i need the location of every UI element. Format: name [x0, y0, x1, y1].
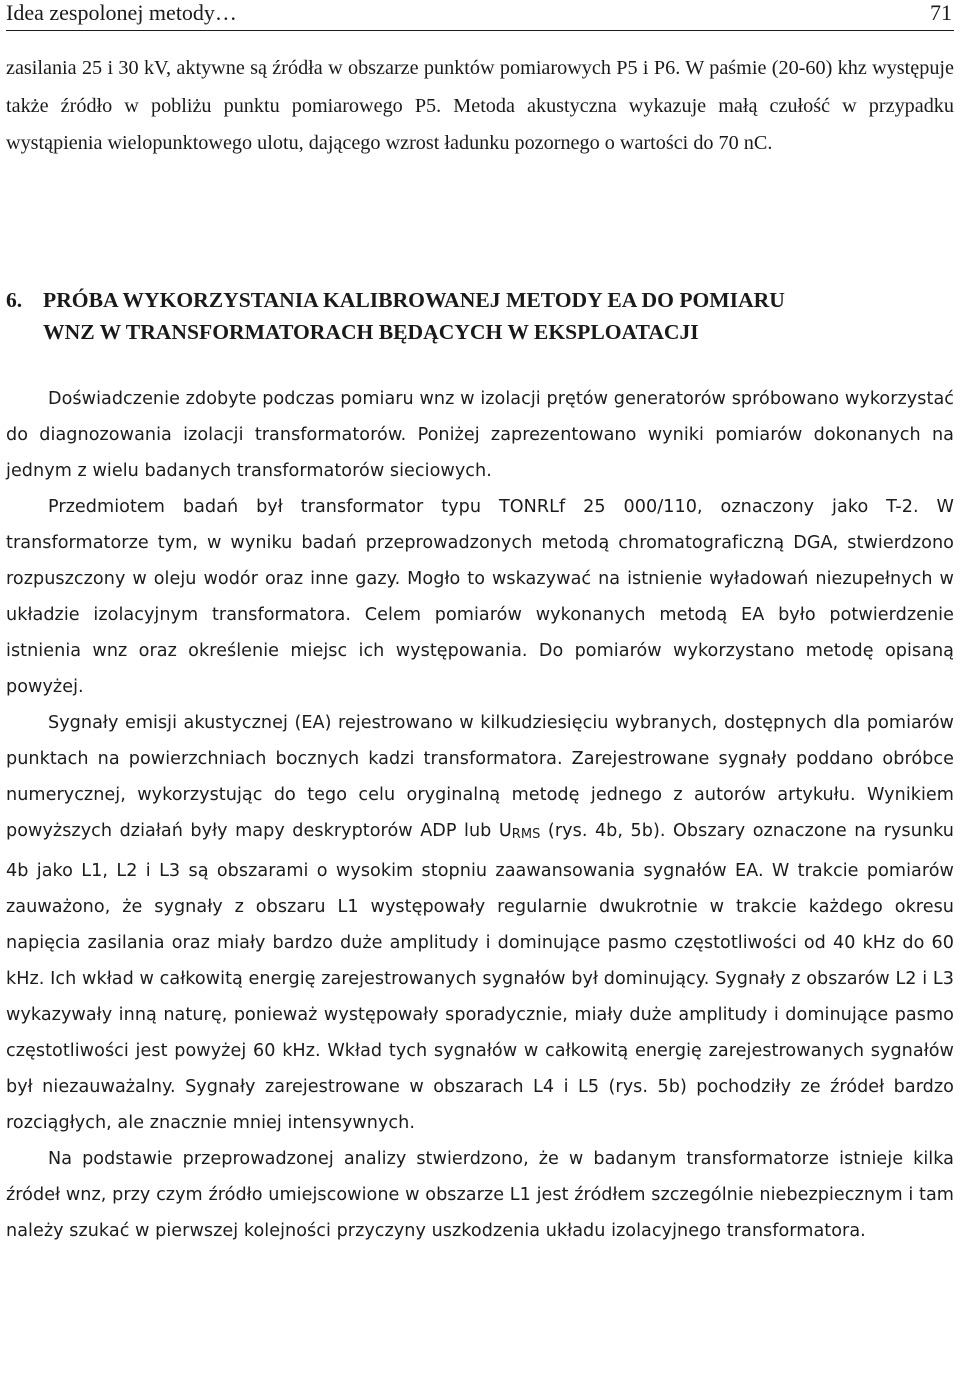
- section-title-line1: PRÓBA WYKORZYSTANIA KALIBROWANEJ METODY EA DO POMIARU: [43, 288, 785, 312]
- intro-paragraph: zasilania 25 i 30 kV, aktywne są źródła w obszarze punktów pomiarowych P5 i P6. W paśmie (20-60) khz występuje także źródło w pobliżu punktu pomiarowego P5. Metoda akustyczna wykazuje małą czułość w przypadku wystąpienia wielopunktowego ulotu, dającego wzrost ładunku pozornego o wartości do 70 nC.: [6, 57, 954, 155]
- rms-subscript: RMS: [511, 827, 541, 842]
- paragraph-1: Doświadczenie zdobyte podczas pomiaru wnz w izolacji prętów generatorów spróbowano wykorzystać do diagnozowania izolacji transformatorów. Poniżej zaprezentowano wyniki pomiarów dokonanych na jednym z wielu badanych transformatorów sieciowych.: [6, 389, 954, 481]
- section-number: 6.: [6, 288, 23, 312]
- running-header: [6, 0, 954, 31]
- section-title-line2: WNZ W TRANSFORMATORACH BĘDĄCYCH W EKSPLOATACJI: [43, 320, 699, 344]
- paragraph-3: [6, 705, 954, 1141]
- page-number: 71: [930, 0, 952, 25]
- paragraph-3-part-2: (rys. 4b, 5b). Obszary oznaczone na rysunku 4b jako L1, L2 i L3 są obszarami o wysokim stopniu zaawansowania sygnałów EA. W trakcie pomiarów zauważono, że sygnały z obszaru L1 występowały regularnie dwukrotnie w trakcie każdego okresu napięcia zasilania oraz miały bardzo duże amplitudy i dominujące pasmo częstotliwości od 40 kHz do 60 kHz. Ich wkład w całkowitą energię zarejestrowanych sygnałów był dominujący. Sygnały z obszarów L2 i L3 wykazywały inną naturę, ponieważ występowały sporadycznie, miały duże amplitudy i dominujące pasmo częstotliwości jest powyżej 60 kHz. Wkład tych sygnałów w całkowitą energię zarejestrowanych sygnałów był niezauważalny. Sygnały zarejestrowane w obszarach L4 i L5 (rys. 5b) pochodziły ze źródeł bardzo rozciągłych, ale znacznie mniej intensywnych.: [6, 821, 954, 1133]
- section-heading: [6, 284, 954, 348]
- running-header-title: Idea zespolonej metody…: [6, 0, 237, 25]
- paragraph-2: Przedmiotem badań był transformator typu TONRLf 25 000/110, oznaczony jako T-2. W transformatorze tym, w wyniku badań przeprowadzonych metodą chromatograficzną DGA, stwierdzono rozpuszczony w oleju wodór oraz inne gazy. Mogło to wskazywać na istnienie wyładowań niezupełnych w układzie izolacyjnym transformatora. Celem pomiarów wykonanych metodą EA było potwierdzenie istnienia wnz oraz określenie miejsc ich występowania. Do pomiarów wykorzystano metodę opisaną powyżej.: [6, 497, 954, 697]
- paragraph-3-part-1: Sygnały emisji akustycznej (EA) rejestrowano w kilkudziesięciu wybranych, dostępnych dla pomiarów punktach na powierzchniach bocznych kadzi transformatora. Zarejestrowane sygnały poddano obróbce numerycznej, wykorzystując do tego celu oryginalną metodę jednego z autorów artykułu. Wynikiem powyższych działań były mapy deskryptorów ADP lub U: [6, 713, 954, 841]
- paragraph-4: Na podstawie przeprowadzonej analizy stwierdzono, że w badanym transformatorze istnieje kilka źródeł wnz, przy czym źródło umiejscowione w obszarze L1 jest źródłem szczególnie niebezpiecznym i tam należy szukać w pierwszej kolejności przyczyny uszkodzenia układu izolacyjnego transformatora.: [6, 1149, 954, 1241]
- body-text: [6, 381, 954, 1249]
